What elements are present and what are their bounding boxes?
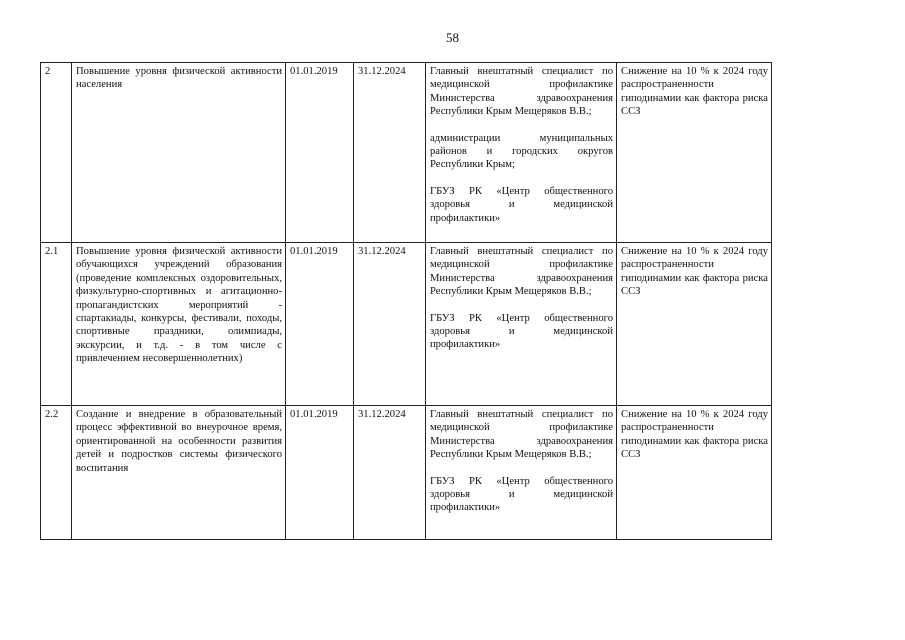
table-row [41,406,772,540]
end-date: 31.12.2024 [354,406,426,540]
responsible-cell [426,406,617,540]
expected-result: Снижение на 10 % к 2024 году распространенности гиподинамии как фактора риска ССЗ [617,243,772,406]
end-date: 31.12.2024 [354,243,426,406]
event-description: Повышение уровня физической активности обучающихся учреждений образования (проведение комплексных оздоровительных, физкультурно-спортивных и агитационно-пропагандистских мероприятий - спартакиады, конкурсы, фестивали, походы, спортивные праздники, олимпиады, экскурсии, и т.д. - в том числе с привлечением несовершеннолетних) [72,243,286,406]
table-row [41,63,772,243]
start-date: 01.01.2019 [286,243,354,406]
responsible-entry: администрации муниципальных районов и городских округов Республики Крым; [430,132,613,171]
plan-table [40,62,772,540]
event-description: Повышение уровня физической активности населения [72,63,286,243]
responsible-entry: ГБУЗ РК «Центр общественного здоровья и медицинской профилактики» [430,185,613,224]
row-number: 2 [41,63,72,243]
expected-result: Снижение на 10 % к 2024 году распространенности гиподинамии как фактора риска ССЗ [617,406,772,540]
row-number: 2.2 [41,406,72,540]
responsible-entry: Главный внештатный специалист по медицинской профилактике Министерства здравоохранения Республики Крым Мещеряков В.В.; [430,66,613,118]
responsible-entry: Главный внештатный специалист по медицинской профилактике Министерства здравоохранения Республики Крым Мещеряков В.В.; [430,409,613,461]
responsible-cell [426,63,617,243]
responsible-entry: ГБУЗ РК «Центр общественного здоровья и медицинской профилактики» [430,475,613,514]
table-row [41,243,772,406]
row-number: 2.1 [41,243,72,406]
responsible-cell [426,243,617,406]
page-number: 58 [446,30,459,45]
responsible-entry: Главный внештатный специалист по медицинской профилактике Министерства здравоохранения Республики Крым Мещеряков В.В.; [430,246,613,298]
end-date: 31.12.2024 [354,63,426,243]
start-date: 01.01.2019 [286,406,354,540]
event-description: Создание и внедрение в образовательный процесс эффективной во внеурочное время, ориентированной на особенности развития детей и подростков системы физического воспитания [72,406,286,540]
responsible-entry: ГБУЗ РК «Центр общественного здоровья и медицинской профилактики» [430,312,613,351]
start-date: 01.01.2019 [286,63,354,243]
expected-result: Снижение на 10 % к 2024 году распространенности гиподинамии как фактора риска ССЗ [617,63,772,243]
